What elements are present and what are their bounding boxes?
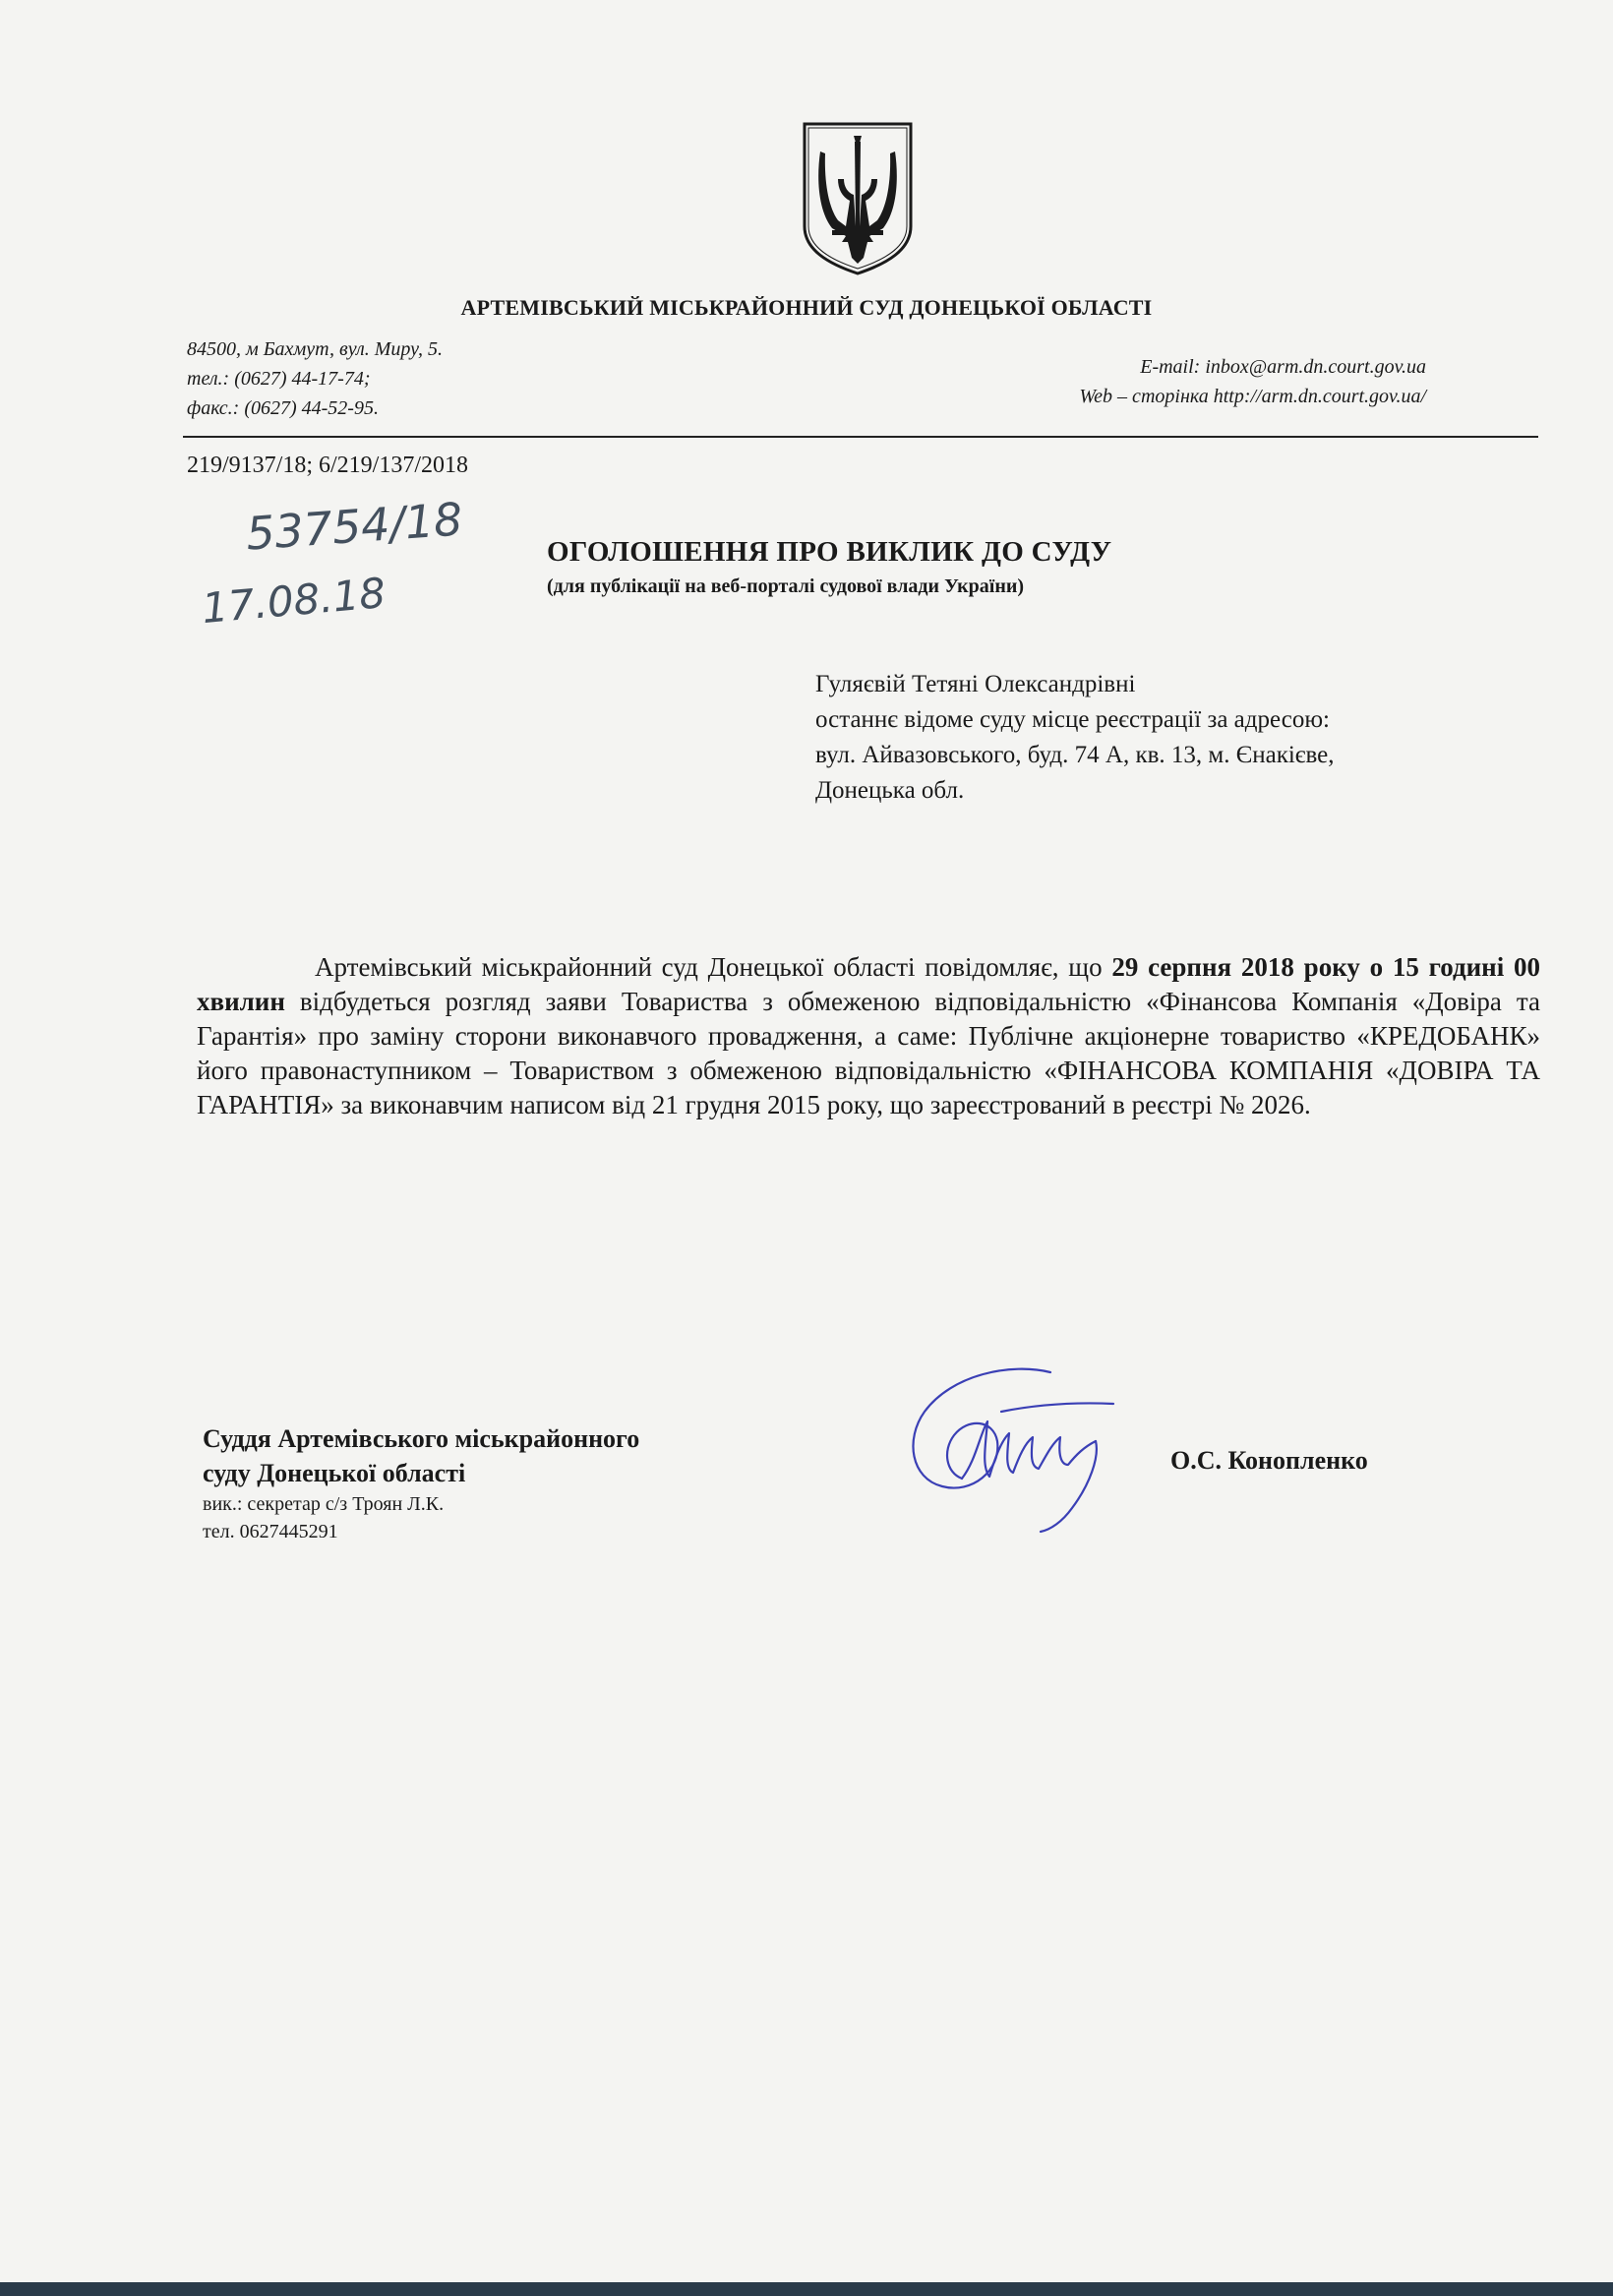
- judge-signature-block: [203, 1421, 639, 1545]
- addressee-line: вул. Айвазовського, буд. 74 А, кв. 13, м. Єнакієве,: [815, 742, 1335, 768]
- case-number: 219/9137/18; 6/219/137/2018: [187, 453, 469, 478]
- executor-line: вик.: секретар с/з Троян Л.К.: [203, 1493, 445, 1515]
- handwritten-signature: [903, 1362, 1129, 1535]
- executor-phone: тел. 0627445291: [203, 1521, 338, 1542]
- notice-body: [197, 950, 1540, 1122]
- court-name: АРТЕМІВСЬКИЙ МІСЬКРАЙОННИЙ СУД ДОНЕЦЬКОЇ ОБЛАСТІ: [460, 295, 1153, 320]
- addressee-line: Донецька обл.: [815, 777, 965, 804]
- addressee-line: останнє відоме суду місце реєстрації за адресою:: [815, 706, 1330, 733]
- notice-text-intro: Артемівський міськрайонний суд Донецької області повідомляє, що: [315, 952, 1112, 982]
- court-address: [187, 334, 443, 423]
- addressee-name: Гуляєвій Тетяні Олександрівні: [815, 671, 1136, 697]
- notice-text-main: відбудеться розгляд заяви Товариства з обмеженою відповідальністю «Фінансова Компанія «Довіра та Гарантія» про заміну сторони виконавчого провадження, а саме: Публічне акціонерне товариство «КРЕДОБАНК» його правонаступником – Товариством з обмеженою відповідальністю «ФІНАНСОВА КОМПАНІЯ «ДОВІРА ТА ГАРАНТІЯ» за виконавчим написом від 21 грудня 2015 року, що зареєстрований в реєстрі № 2026.: [197, 987, 1540, 1119]
- handwritten-date: 17.08.18: [200, 568, 388, 634]
- fax-line: факс.: (0627) 44-52-95.: [187, 397, 379, 419]
- hearing-datetime: 29 серпня 2018 року о 15 годині 00 хвилин: [197, 952, 1541, 1016]
- phone-line: тел.: (0627) 44-17-74;: [187, 368, 371, 390]
- court-contacts: [1079, 352, 1426, 411]
- trident-emblem-icon: [799, 120, 917, 275]
- addressee-block: [815, 667, 1335, 809]
- signer-name: О.С. Конопленко: [1170, 1446, 1368, 1475]
- document-title: ОГОЛОШЕННЯ ПРО ВИКЛИК ДО СУДУ: [547, 536, 1112, 568]
- handwritten-registration-number: 53754/18: [244, 492, 464, 561]
- email-line: E-mail: inbox@arm.dn.court.gov.ua: [1140, 356, 1426, 378]
- judge-title-line: суду Донецької області: [203, 1459, 466, 1487]
- web-line: Web – сторінка http://arm.dn.court.gov.ua/: [1079, 386, 1426, 407]
- document-subtitle: (для публікації на веб-порталі судової влади України): [547, 575, 1025, 597]
- address-line: 84500, м Бахмут, вул. Миру, 5.: [187, 338, 444, 360]
- scan-bottom-edge: [0, 2282, 1613, 2296]
- header-divider: [183, 436, 1538, 438]
- judge-title-line: Суддя Артемівського міськрайонного: [203, 1424, 640, 1453]
